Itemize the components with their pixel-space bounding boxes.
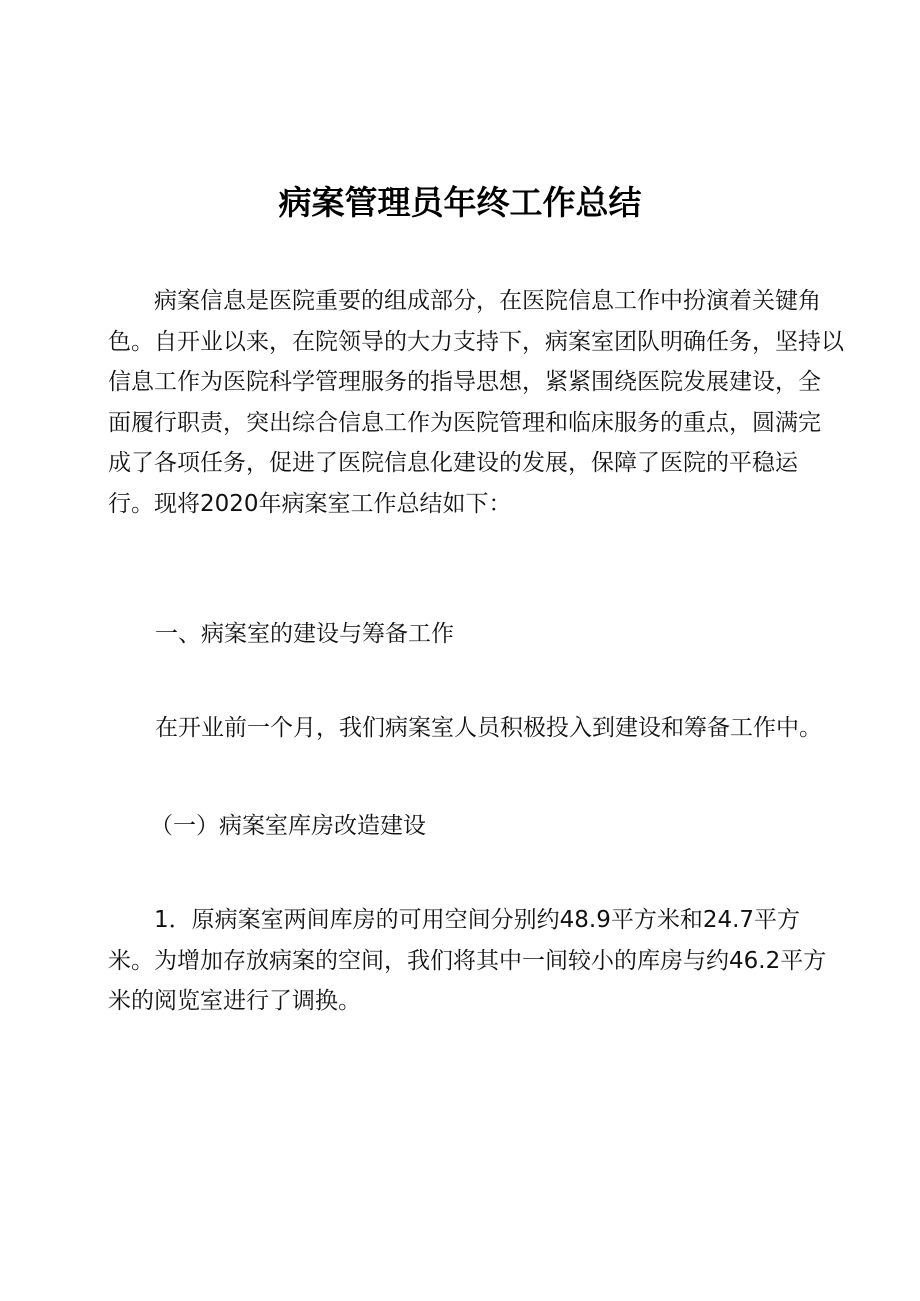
section-paragraph: 在开业前一个月，我们病案室人员积极投入到建设和筹备工作中。 [155, 715, 822, 741]
intro-line: 行。现将2020年病案室工作总结如下： [108, 490, 512, 517]
intro-line: 色。自开业以来，在院领导的大力支持下，病案室团队明确任务，坚持以 [108, 328, 844, 355]
subsection-heading: （一）病案室库房改造建设 [150, 813, 426, 839]
item-line: 1．原病案室两间库房的可用空间分别约48.9平方米和24.7平方 [154, 907, 801, 933]
item-line: 米。为增加存放病案的空间，我们将其中一间较小的库房与约46.2平方 [108, 947, 827, 974]
intro-line: 面履行职责，突出综合信息工作为医院管理和临床服务的重点，圆满完 [108, 409, 821, 436]
intro-paragraph [108, 281, 844, 524]
item-line: 米的阅览室进行了调换。 [108, 988, 361, 1014]
document-title: 病案管理员年终工作总结 [278, 183, 642, 222]
item-paragraph [108, 900, 827, 1022]
intro-line: 病案信息是医院重要的组成部分，在医院信息工作中扮演着关键角 [154, 288, 821, 314]
intro-line: 信息工作为医院科学管理服务的指导思想，紧紧围绕医院发展建设，全 [108, 369, 821, 395]
intro-line: 成了各项任务，促进了医院信息化建设的发展，保障了医院的平稳运 [108, 450, 798, 476]
section-heading: 一、病案室的建设与筹备工作 [155, 621, 454, 647]
